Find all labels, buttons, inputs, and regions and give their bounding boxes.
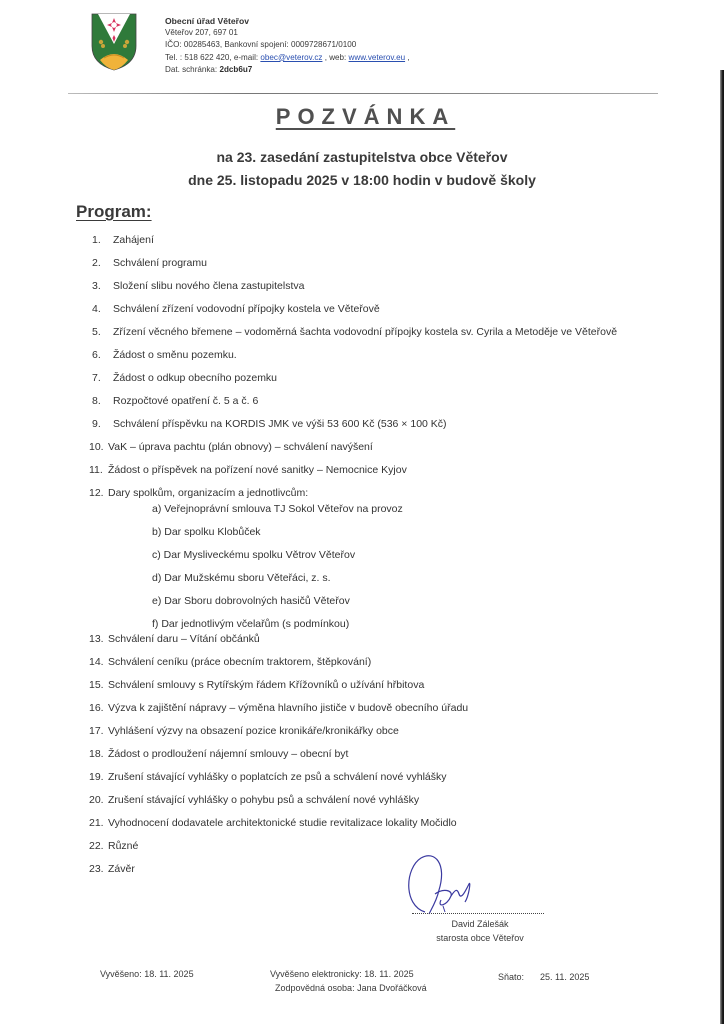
scan-edge bbox=[720, 70, 724, 1024]
program-item-number: 21. bbox=[89, 817, 104, 829]
program-item-number: 7. bbox=[92, 372, 101, 384]
web-link[interactable]: www.veterov.eu bbox=[348, 52, 406, 62]
posted-date: Vyvěšeno: 18. 11. 2025 bbox=[100, 969, 194, 979]
program-item-number: 2. bbox=[92, 257, 101, 269]
responsible-person: Zodpovědná osoba: Jana Dvořáčková bbox=[275, 983, 427, 993]
coat-of-arms-icon bbox=[90, 12, 138, 72]
program-item-number: 3. bbox=[92, 280, 101, 292]
program-item-number: 12. bbox=[89, 487, 104, 499]
document-title bbox=[0, 104, 724, 130]
email-link[interactable]: obec@veterov.cz bbox=[260, 52, 323, 62]
program-item-text: Složení slibu nového člena zastupitelstva bbox=[113, 280, 305, 292]
program-item-text: Žádost o prodloužení nájemní smlouvy – obecní byt bbox=[108, 748, 349, 760]
program-item-text: Žádost o směnu pozemku. bbox=[113, 349, 237, 361]
phone-text: Tel. : 518 622 420, e-mail: bbox=[165, 52, 261, 62]
program-item-number: 15. bbox=[89, 679, 104, 691]
organization-name: Obecní úřad Věteřov bbox=[165, 16, 250, 26]
ico-bank: IČO: 00285463, Bankovní spojení: 0009728671/0100 bbox=[165, 40, 357, 50]
punct: , bbox=[405, 52, 410, 62]
program-subitem: b) Dar spolku Klobůček bbox=[152, 526, 261, 538]
program-item-text: Závěr bbox=[108, 863, 135, 875]
program-item-number: 8. bbox=[92, 395, 101, 407]
program-item-number: 16. bbox=[89, 702, 104, 714]
databox-id: 2dcb6u7 bbox=[219, 64, 253, 74]
header-divider bbox=[68, 93, 658, 94]
program-item-text: Schválení zřízení vodovodní přípojky kostela ve Věteřově bbox=[113, 303, 380, 315]
program-item-text: Rozpočtové opatření č. 5 a č. 6 bbox=[113, 395, 259, 407]
program-item-number: 5. bbox=[92, 326, 101, 338]
databox-line bbox=[165, 64, 585, 76]
program-item-number: 10. bbox=[89, 441, 104, 453]
program-item-number: 14. bbox=[89, 656, 104, 668]
program-item-number: 4. bbox=[92, 303, 101, 315]
signature-icon bbox=[395, 850, 545, 920]
program-subitem: d) Dar Mužskému sboru Věteřáci, z. s. bbox=[152, 572, 331, 584]
program-item-text: VaK – úprava pachtu (plán obnovy) – schválení navýšení bbox=[108, 441, 373, 453]
program-item-text: Vyhlášení výzvy na obsazení pozice kronikáře/kronikářky obce bbox=[108, 725, 399, 737]
program-item-number: 6. bbox=[92, 349, 101, 361]
title-text: POZVÁNKA bbox=[275, 104, 456, 129]
program-item-text: Schválení daru – Vítání občánků bbox=[108, 633, 260, 645]
program-heading: Program: bbox=[76, 202, 152, 221]
program-item-number: 18. bbox=[89, 748, 104, 760]
program-item-text: Žádost o příspěvek na pořízení nové sanitky – Nemocnice Kyjov bbox=[108, 464, 407, 476]
program-item-number: 13. bbox=[89, 633, 104, 645]
program-item-text: Zrušení stávající vyhlášky o poplatcích ze psů a schválení nové vyhlášky bbox=[108, 771, 447, 783]
program-item-text: Žádost o odkup obecního pozemku bbox=[113, 372, 278, 384]
signatory-name: David Zálešák bbox=[451, 919, 509, 929]
program-item-number: 11. bbox=[89, 464, 103, 476]
program-item-number: 9. bbox=[92, 418, 101, 430]
letterhead-text bbox=[165, 15, 585, 76]
program-item-text: Zrušení stávající vyhlášky o pohybu psů a schválení nové vyhlášky bbox=[108, 794, 420, 806]
signature-line bbox=[412, 913, 544, 914]
program-item-text: Různé bbox=[108, 840, 139, 852]
program-subitem: e) Dar Sboru dobrovolných hasičů Věteřov bbox=[152, 595, 350, 607]
program-subitem: c) Dar Mysliveckému spolku Větrov Věteřov bbox=[152, 549, 356, 561]
signatory-role: starosta obce Věteřov bbox=[436, 933, 524, 943]
program-item-text: Zřízení věcného břemene – vodoměrná šachta vodovodní přípojky kostela sv. Cyrila a Metoděje ve Věteřově bbox=[113, 326, 618, 338]
program-item-number: 22. bbox=[89, 840, 104, 852]
program-item-text: Výzva k zajištění nápravy – výměna hlavního jističe v budově obecního úřadu bbox=[108, 702, 469, 714]
program-item-number: 20. bbox=[89, 794, 104, 806]
databox-label: Dat. schránka: bbox=[165, 64, 220, 74]
subtitle-meeting: na 23. zasedání zastupitelstva obce Věteřov bbox=[216, 149, 508, 165]
program-item-text: Schválení smlouvy s Rytířským řádem Křížovníků o užívání hřbitova bbox=[108, 679, 425, 691]
program-item-text: Dary spolkům, organizacím a jednotlivcům: bbox=[108, 487, 309, 499]
subtitle-date: dne 25. listopadu 2025 v 18:00 hodin v budově školy bbox=[188, 172, 536, 188]
program-item-number: 17. bbox=[89, 725, 104, 737]
address: Věteřov 207, 697 01 bbox=[165, 28, 238, 38]
program-item-text: Zahájení bbox=[113, 234, 154, 246]
program-item-number: 19. bbox=[89, 771, 104, 783]
removed-label: Sňato: bbox=[498, 972, 525, 982]
program-item-text: Schválení ceníku (práce obecním traktorem, štěpkování) bbox=[108, 656, 372, 668]
program-item-text: Vyhodnocení dodavatele architektonické studie revitalizace lokality Močidlo bbox=[108, 817, 457, 829]
contact-line bbox=[165, 52, 585, 64]
program-subitem: a) Veřejnoprávní smlouva TJ Sokol Věteřov na provoz bbox=[152, 503, 403, 515]
program-item-number: 23. bbox=[89, 863, 104, 875]
removed-date: 25. 11. 2025 bbox=[540, 972, 590, 982]
program-item-text: Schválení příspěvku na KORDIS JMK ve výši 53 600 Kč (536 × 100 Kč) bbox=[113, 418, 447, 430]
program-item-number: 1. bbox=[92, 234, 101, 246]
program-item-text: Schválení programu bbox=[113, 257, 207, 269]
program-subitem: f) Dar jednotlivým včelařům (s podmínkou) bbox=[152, 618, 350, 630]
posted-electronic: Vyvěšeno elektronicky: 18. 11. 2025 bbox=[270, 969, 414, 979]
web-label: , web: bbox=[322, 52, 349, 62]
